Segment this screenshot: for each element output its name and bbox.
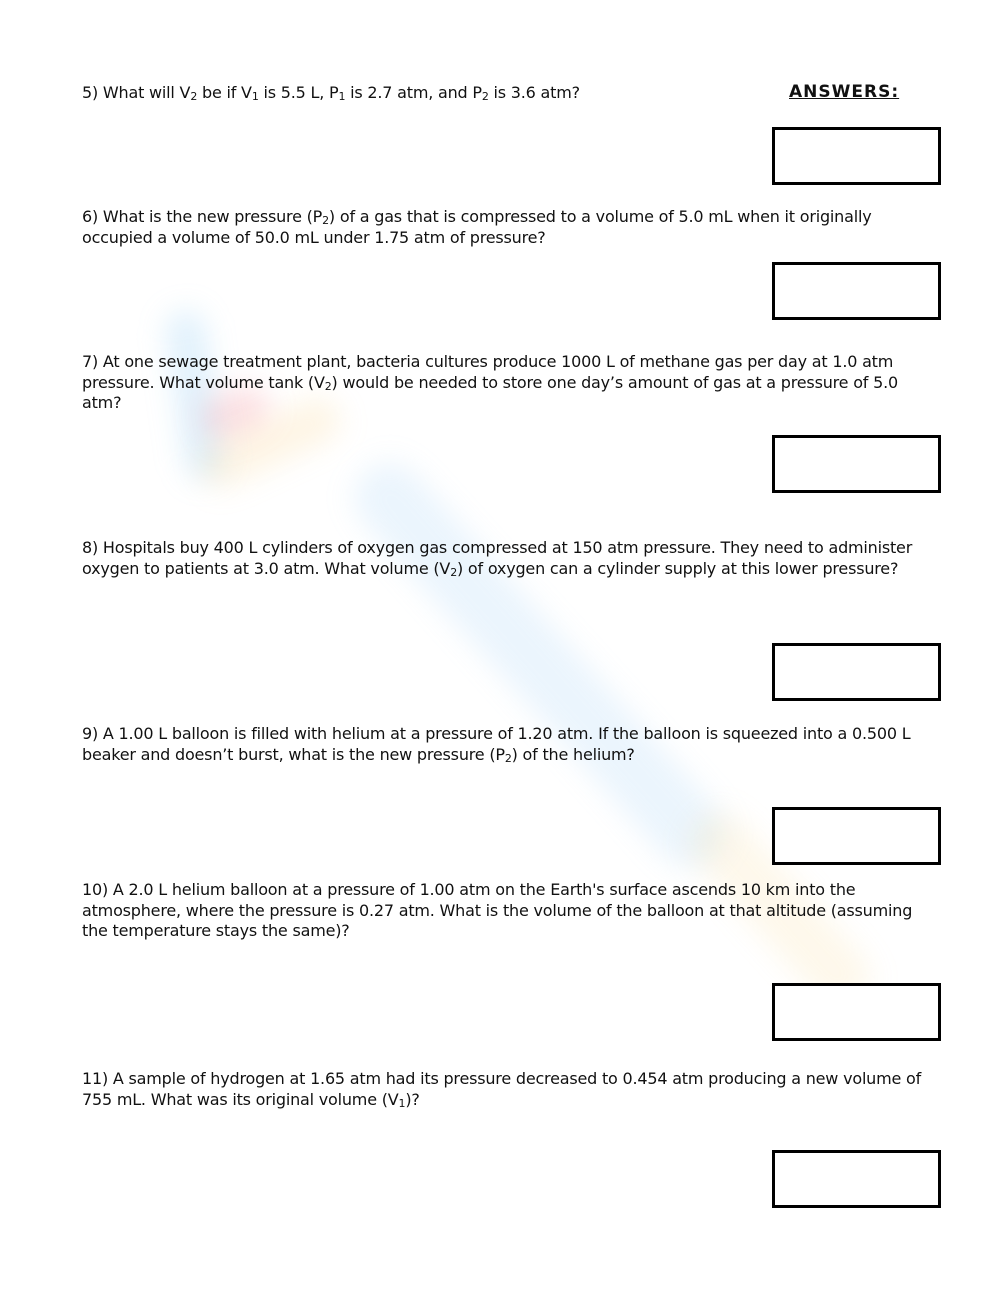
question-text: At one sewage treatment plant, bacteria cultures produce 1000 L of methane gas per day at 1.0 atm pressure. What volume tank $(V_2)$ would be needed to store one day’s amount of gas at a pressure of 5.0 atm?: [82, 352, 898, 412]
question-text: What will $V_2$ be if $V_1$ is 5.5 L, $P_1$ is 2.7 atm, and $P_2$ is 3.6 atm?: [102, 83, 580, 103]
question-text: What is the new pressure $(P_2)$ of a gas that is compressed to a volume of 5.0 mL when it originally occupied a volume of 50.0 mL under 1.75 atm of pressure?: [82, 207, 872, 247]
question-number: 6): [82, 207, 99, 226]
answer-box-5[interactable]: [772, 127, 941, 185]
question-text: A 2.0 L helium balloon at a pressure of 1.00 atm on the Earth's surface ascends 10 km into the atmosphere, where the pressure is 0.27 atm. What is the volume of the balloon at that altitude (assuming the temperature stays the same)?: [82, 880, 913, 940]
question-9: [82, 724, 922, 765]
question-7: [82, 352, 922, 414]
watermark-text-blue: [340, 448, 740, 881]
question-11: [82, 1069, 922, 1110]
question-8: [82, 538, 922, 579]
answer-box-6[interactable]: [772, 262, 941, 320]
question-6: [82, 207, 922, 248]
question-number: 8): [82, 538, 99, 557]
answers-heading: ANSWERS:: [789, 82, 900, 102]
question-number: 11): [82, 1069, 109, 1088]
question-10: [82, 880, 922, 942]
question-number: 5): [82, 83, 99, 102]
answer-box-7[interactable]: [772, 435, 941, 493]
question-text: A 1.00 L balloon is filled with helium at a pressure of 1.20 atm. If the balloon is squeezed into a 0.500 L beaker and doesn’t burst, what is the new pressure $(P_2)$ of the helium?: [82, 724, 911, 765]
question-number: 7): [82, 352, 99, 371]
question-number: 10): [82, 880, 109, 899]
answer-box-8[interactable]: [772, 643, 941, 701]
answer-box-11[interactable]: [772, 1150, 941, 1208]
question-number: 9): [82, 724, 99, 743]
question-5: [82, 83, 922, 104]
answer-box-10[interactable]: [772, 983, 941, 1041]
question-text: A sample of hydrogen at 1.65 atm had its pressure decreased to 0.454 atm producing a new volume of 755 mL. What was its original volume $(V_1)$?: [82, 1069, 922, 1110]
answer-box-9[interactable]: [772, 807, 941, 865]
question-text: Hospitals buy 400 L cylinders of oxygen gas compressed at 150 atm pressure. They need to administer oxygen to patients at 3.0 atm. What volume $(V_2)$ of oxygen can a cylinder supply at this lower pressure?: [82, 538, 913, 579]
